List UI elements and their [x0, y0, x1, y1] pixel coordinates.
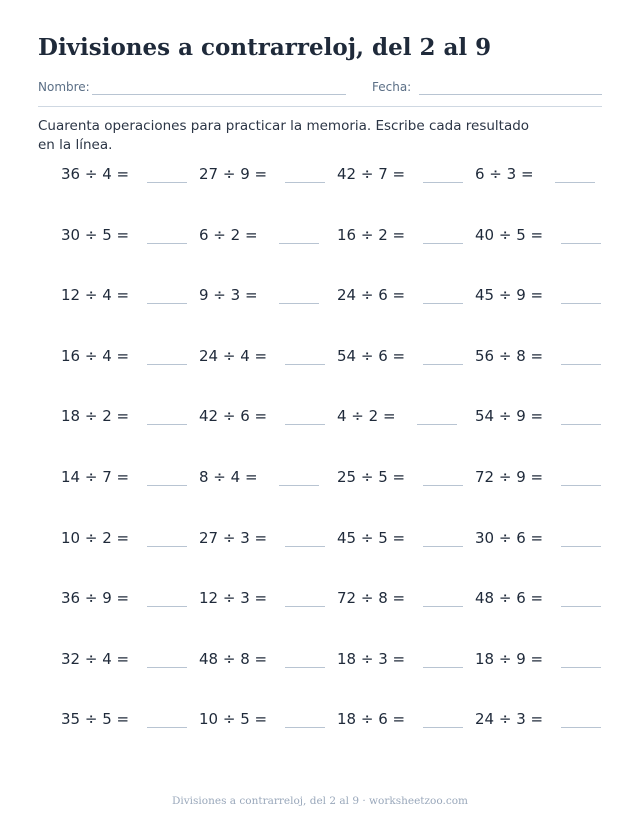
- answer-line[interactable]: [147, 243, 187, 244]
- answer-line[interactable]: [279, 243, 319, 244]
- problem-expression: 48 ÷ 8 =: [199, 649, 268, 668]
- answer-line[interactable]: [147, 727, 187, 728]
- problem-item: [337, 404, 477, 428]
- answer-line[interactable]: [423, 546, 463, 547]
- problem-item: [199, 162, 339, 186]
- answer-line[interactable]: [279, 485, 319, 486]
- problem-expression: 36 ÷ 4 =: [61, 165, 130, 183]
- answer-line[interactable]: [561, 606, 601, 607]
- problem-expression: 12 ÷ 3 =: [199, 589, 268, 608]
- problem-item: [61, 707, 201, 731]
- problem-item: [337, 465, 477, 489]
- answer-line[interactable]: [423, 364, 463, 365]
- problem-expression: 18 ÷ 9 =: [475, 649, 544, 668]
- answer-line[interactable]: [423, 727, 463, 728]
- answer-line[interactable]: [147, 303, 187, 304]
- problem-item: [199, 465, 339, 489]
- answer-line[interactable]: [561, 485, 601, 486]
- problem-item: [61, 283, 201, 307]
- problem-item: [337, 162, 477, 186]
- problem-item: [199, 344, 339, 368]
- answer-line[interactable]: [423, 243, 463, 244]
- problem-item: [61, 404, 201, 428]
- problem-item: [475, 404, 615, 428]
- problem-expression: 36 ÷ 9 =: [61, 589, 130, 608]
- answer-line[interactable]: [279, 303, 319, 304]
- problem-expression: 72 ÷ 8 =: [337, 589, 406, 608]
- problem-item: [61, 223, 201, 247]
- problem-item: [337, 647, 477, 671]
- answer-line[interactable]: [417, 424, 457, 425]
- problem-item: [199, 283, 339, 307]
- answer-line[interactable]: [555, 182, 595, 183]
- problem-expression: 40 ÷ 5 =: [475, 225, 544, 244]
- problem-item: [337, 526, 477, 550]
- problem-item: [475, 465, 615, 489]
- footer: Divisiones a contrarreloj, del 2 al 9 · worksheetzoo.com: [171, 795, 469, 807]
- problem-expression: 72 ÷ 9 =: [475, 468, 544, 486]
- problem-expression: 6 ÷ 3 =: [475, 165, 534, 183]
- answer-line[interactable]: [423, 667, 463, 668]
- answer-line[interactable]: [423, 182, 463, 183]
- problem-item: [475, 283, 615, 307]
- problem-expression: 4 ÷ 2 =: [337, 407, 396, 426]
- problem-item: [61, 344, 201, 368]
- answer-line[interactable]: [423, 303, 463, 304]
- answer-line[interactable]: [147, 546, 187, 547]
- problem-expression: 30 ÷ 6 =: [475, 528, 544, 547]
- problem-item: [61, 465, 201, 489]
- answer-line[interactable]: [423, 606, 463, 607]
- problem-expression: 54 ÷ 6 =: [337, 346, 406, 365]
- answer-line[interactable]: [285, 606, 325, 607]
- problem-item: [199, 707, 339, 731]
- problem-expression: 35 ÷ 5 =: [61, 710, 130, 729]
- answer-line[interactable]: [423, 485, 463, 486]
- problem-item: [337, 707, 477, 731]
- problem-item: [475, 707, 615, 731]
- answer-line[interactable]: [147, 667, 187, 668]
- instructions: Cuarenta operaciones para practicar la memoria. Escribe cada resultado en la línea.: [38, 118, 530, 153]
- answer-line[interactable]: [561, 727, 601, 728]
- problem-expression: 6 ÷ 2 =: [199, 225, 258, 244]
- answer-line[interactable]: [147, 182, 187, 183]
- answer-line[interactable]: [285, 424, 325, 425]
- answer-line[interactable]: [561, 546, 601, 547]
- answer-line[interactable]: [147, 485, 187, 486]
- problem-expression: 24 ÷ 4 =: [199, 346, 268, 365]
- problem-expression: 24 ÷ 3 =: [475, 710, 544, 729]
- problem-expression: 45 ÷ 9 =: [475, 286, 544, 305]
- answer-line[interactable]: [561, 303, 601, 304]
- problem-expression: 14 ÷ 7 =: [61, 468, 130, 486]
- problem-expression: 30 ÷ 5 =: [61, 225, 130, 244]
- problem-expression: 54 ÷ 9 =: [475, 407, 544, 426]
- problem-expression: 32 ÷ 4 =: [61, 649, 130, 668]
- problem-expression: 10 ÷ 2 =: [61, 528, 130, 547]
- problem-expression: 8 ÷ 4 =: [199, 468, 258, 486]
- problem-item: [337, 586, 477, 610]
- date-label: Fecha:: [372, 80, 412, 94]
- problem-item: [337, 344, 477, 368]
- answer-line[interactable]: [561, 424, 601, 425]
- problem-item: [199, 526, 339, 550]
- problem-expression: 10 ÷ 5 =: [199, 710, 268, 729]
- problem-item: [475, 162, 615, 186]
- problem-item: [61, 162, 201, 186]
- answer-line[interactable]: [147, 364, 187, 365]
- problem-item: [475, 344, 615, 368]
- answer-line[interactable]: [285, 727, 325, 728]
- answer-line[interactable]: [285, 667, 325, 668]
- answer-line[interactable]: [285, 182, 325, 183]
- problem-expression: 27 ÷ 3 =: [199, 528, 268, 547]
- answer-line[interactable]: [561, 667, 601, 668]
- problem-item: [199, 647, 339, 671]
- problem-item: [61, 647, 201, 671]
- problem-expression: 16 ÷ 4 =: [61, 346, 130, 365]
- problem-item: [199, 223, 339, 247]
- answer-line[interactable]: [561, 243, 601, 244]
- problem-item: [61, 586, 201, 610]
- problem-expression: 9 ÷ 3 =: [199, 286, 258, 305]
- problem-expression: 12 ÷ 4 =: [61, 286, 130, 305]
- answer-line[interactable]: [147, 606, 187, 607]
- problem-item: [475, 586, 615, 610]
- problem-expression: 56 ÷ 8 =: [475, 346, 544, 365]
- problem-item: [199, 586, 339, 610]
- problem-expression: 27 ÷ 9 =: [199, 165, 268, 183]
- problem-expression: 42 ÷ 6 =: [199, 407, 268, 426]
- problem-expression: 18 ÷ 6 =: [337, 710, 406, 729]
- problem-item: [475, 526, 615, 550]
- problem-expression: 42 ÷ 7 =: [337, 165, 406, 183]
- problem-expression: 24 ÷ 6 =: [337, 286, 406, 305]
- problem-item: [337, 223, 477, 247]
- answer-line[interactable]: [285, 364, 325, 365]
- name-label: Nombre:: [38, 80, 90, 94]
- answer-line[interactable]: [147, 424, 187, 425]
- problem-expression: 48 ÷ 6 =: [475, 589, 544, 608]
- problem-expression: 16 ÷ 2 =: [337, 225, 406, 244]
- problem-expression: 18 ÷ 2 =: [61, 407, 130, 426]
- problem-expression: 25 ÷ 5 =: [337, 468, 406, 486]
- problem-item: [475, 223, 615, 247]
- problem-item: [199, 404, 339, 428]
- problem-item: [337, 283, 477, 307]
- problem-item: [61, 526, 201, 550]
- page-title: Divisiones a contrarreloj, del 2 al 9: [38, 34, 492, 61]
- problem-item: [475, 647, 615, 671]
- problem-expression: 18 ÷ 3 =: [337, 649, 406, 668]
- answer-line[interactable]: [561, 364, 601, 365]
- answer-line[interactable]: [285, 546, 325, 547]
- problem-expression: 45 ÷ 5 =: [337, 528, 406, 547]
